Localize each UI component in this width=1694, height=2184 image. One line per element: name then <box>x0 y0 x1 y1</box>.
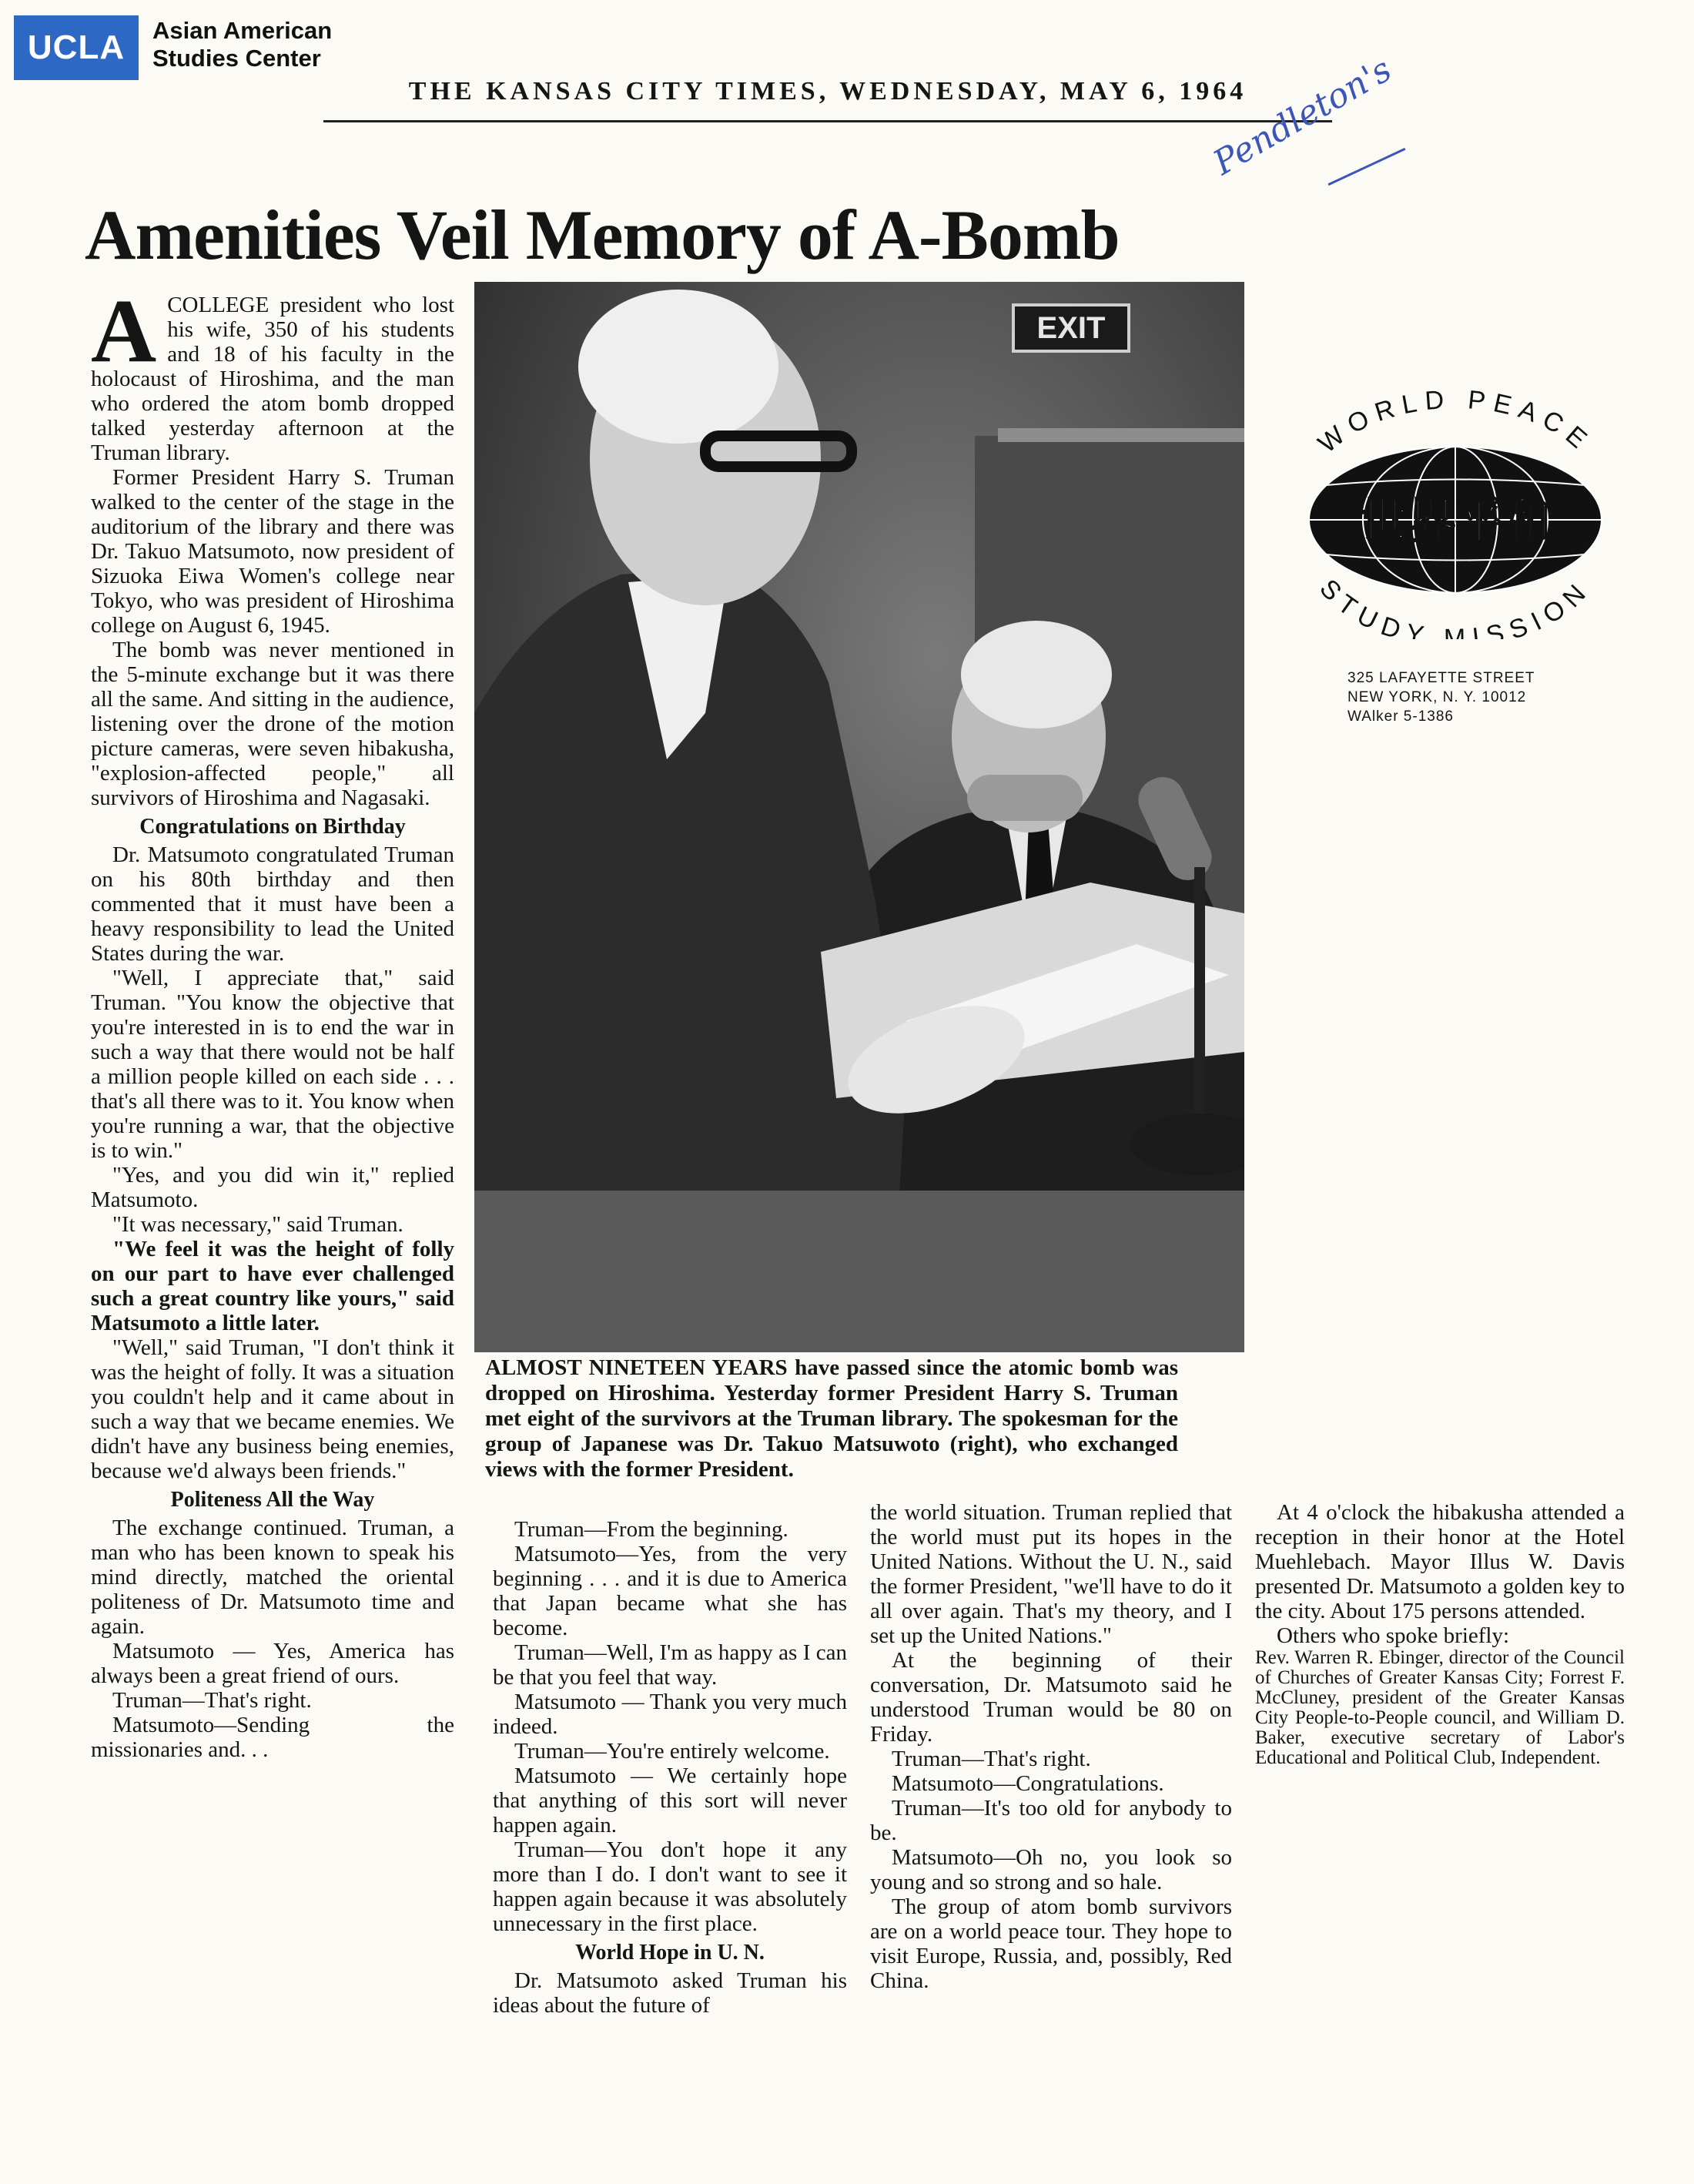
paragraph: "Well," said Truman, "I don't think it was the height of folly. It was a situation you couldn't help and it came about in such a way that we became enemies. We didn't have any business being enemies, because we'd always been friends." <box>91 1335 454 1483</box>
paragraph: Rev. Warren R. Ebinger, director of the Council of Churches of Greater Kansas City; Forrest F. McCluney, president of the Greater Kansas City People-to-People council, and William D. Baker, executive secretary of Labor's Educational and Political Club, Independent. <box>1255 1647 1625 1768</box>
paragraph: Dr. Matsumoto congratulated Truman on his 80th birthday and then commented that it must have been a heavy responsibility to lead the United States during the war. <box>91 842 454 966</box>
drop-cap: A <box>91 280 157 381</box>
paragraph: Matsumoto — We certainly hope that anything of this sort will never happen again. <box>493 1764 847 1837</box>
exit-sign-text: EXIT <box>1036 311 1106 345</box>
subheading: World Hope in U. N. <box>575 1941 765 1965</box>
article-headline: Amenities Veil Memory of A-Bomb <box>85 196 1120 274</box>
paragraph: Truman—That's right. <box>112 1688 312 1713</box>
world-peace-study-mission-logo <box>1278 385 1632 639</box>
paragraph: Dr. Matsumoto asked Truman his ideas about the future of <box>493 1968 847 2018</box>
paragraph: At the beginning of their conversation, Dr. Matsumoto said he understood Truman would be 80 on Friday. <box>870 1648 1232 1747</box>
article-column-2 <box>493 1517 847 2018</box>
photo-illustration <box>474 282 1244 1352</box>
paragraph: The bomb was never mentioned in the 5-minute exchange but it was there all the same. And sitting in the audience, listening over the drone of the motion picture cameras, were seven hibakusha, "explosion-affected people," all survivors of Hiroshima and Nagasaki. <box>91 638 454 810</box>
mission-address <box>1348 668 1535 726</box>
center-name-line1: Asian American <box>152 17 333 44</box>
globe-emblem <box>1278 385 1632 639</box>
paragraph: "It was necessary," said Truman. <box>112 1212 403 1237</box>
paragraph: Truman—It's too old for anybody to be. <box>870 1796 1232 1845</box>
article-column-3 <box>870 1500 1232 1993</box>
paragraph: The exchange continued. Truman, a man who has been known to speak his mind directly, matched the oriental politeness of Dr. Matsumoto time and again. <box>91 1516 454 1639</box>
logo-top-text: WORLD PEACE <box>1312 385 1599 460</box>
photo-caption: ALMOST NINETEEN YEARS have passed since the atomic bomb was dropped on Hiroshima. Yesterday former President Harry S. Truman met eight of the survivors at the Truman library. The spokesman for the group of Japanese was Dr. Takuo Matsuwoto (right), who exchanged views with the former President. <box>485 1355 1178 1482</box>
logo-bottom-text: STUDY MISSION <box>1314 573 1597 639</box>
paragraph: "Yes, and you did win it," replied Matsumoto. <box>91 1163 454 1212</box>
paragraph: "Well, I appreciate that," said Truman. "You know the objective that you're interested in is to end the war in such a way that there would not be half a million people killed on each side . . . that's all there was to it. You know when you're running a war, that the objective is to win." <box>91 966 454 1163</box>
lead-paragraph <box>91 280 454 465</box>
paragraph: "We feel it was the height of folly on our part to have ever challenged such a great country like yours," said Matsumoto a little later. <box>91 1237 454 1335</box>
paragraph: Matsumoto—Yes, from the very beginning . . . and it is due to America that Japan became what she has become. <box>493 1542 847 1640</box>
paragraph: Truman—Well, I'm as happy as I can be that you feel that way. <box>493 1640 847 1690</box>
paragraph: Truman—From the beginning. <box>514 1517 788 1542</box>
ucla-logo: UCLA <box>14 15 139 80</box>
paragraph: Others who spoke briefly: <box>1277 1623 1510 1648</box>
paragraph: the world situation. Truman replied that the world must put its hopes in the United Nations. Without the U. N., said the former President, "we'll have to do it all over again. That's my theory, and I set up the United Nations." <box>870 1500 1232 1648</box>
paragraph: Matsumoto — Yes, America has always been a great friend of ours. <box>91 1639 454 1688</box>
handwritten-note: Pendleton's <box>1207 49 1398 183</box>
newspaper-masthead: THE KANSAS CITY TIMES, WEDNESDAY, MAY 6, 1964 <box>323 77 1332 122</box>
center-name <box>152 17 353 72</box>
center-name-line2: Studies Center <box>152 45 321 72</box>
paragraph: At 4 o'clock the hibakusha attended a reception in their honor at the Hotel Muehlebach. Mayor Illus W. Davis presented Dr. Matsumoto a golden key to the city. About 175 persons attended. <box>1255 1500 1625 1623</box>
address-line: NEW YORK, N. Y. 10012 <box>1348 689 1527 705</box>
logo-kanji: 世界平和 <box>1359 493 1552 549</box>
handwritten-underline <box>1328 148 1406 186</box>
paragraph: Truman—That's right. <box>892 1747 1091 1771</box>
subheading: Politeness All the Way <box>170 1488 375 1512</box>
news-photo <box>474 282 1244 1352</box>
paragraph: Former President Harry S. Truman walked to the center of the stage in the auditorium of the library and there was Dr. Takuo Matsumoto, now president of Sizuoka Eiwa Women's college near Tokyo, who was president of Hiroshima college on August 6, 1945. <box>91 465 454 638</box>
paragraph: Truman—You're entirely welcome. <box>514 1739 830 1764</box>
subheading: Congratulations on Birthday <box>139 815 406 839</box>
address-line: WAlker 5-1386 <box>1348 708 1454 725</box>
paragraph: The group of atom bomb survivors are on a world peace tour. They hope to visit Europe, Russia, and, possibly, Red China. <box>870 1894 1232 1993</box>
lead-text: COLLEGE president who lost his wife, 350 of his students and 18 of his faculty in the holocaust of Hiroshima, and the man who ordered the atom bomb dropped talked yesterday afternoon at the Truman library. <box>91 293 454 465</box>
paragraph: Matsumoto — Thank you very much indeed. <box>493 1690 847 1739</box>
paragraph: Matsumoto—Oh no, you look so young and so strong and so hale. <box>870 1845 1232 1894</box>
paragraph: Matsumoto—Sending the missionaries and. . . <box>91 1713 454 1762</box>
paragraph: Matsumoto—Congratulations. <box>892 1771 1164 1796</box>
address-line: 325 LAFAYETTE STREET <box>1348 670 1535 686</box>
article-column-1 <box>91 280 454 1762</box>
paragraph: Truman—You don't hope it any more than I do. I don't want to see it happen again because it was absolutely unnecessary in the first place. <box>493 1837 847 1936</box>
article-column-4 <box>1255 1500 1625 1768</box>
